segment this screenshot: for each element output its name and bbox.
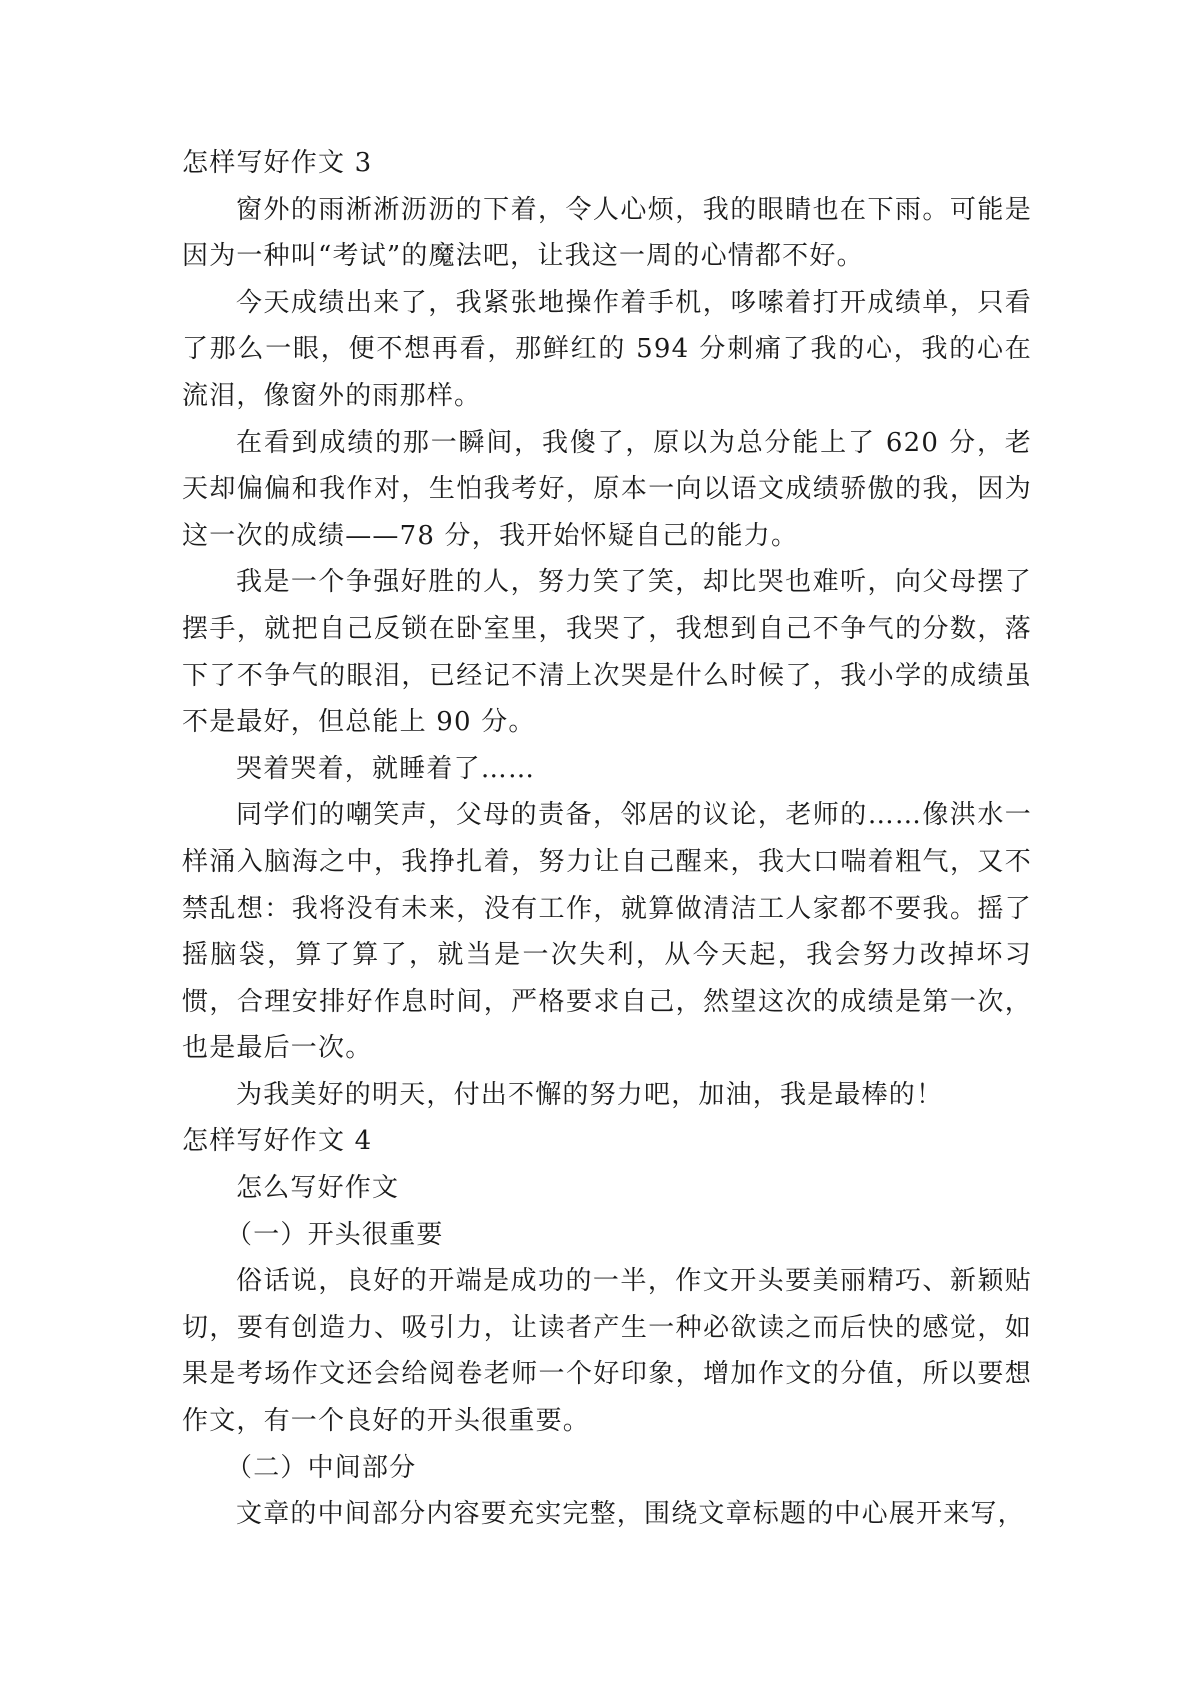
section-3-paragraph-6: 同学们的嘲笑声，父母的责备，邻居的议论，老师的……像洪水一样涌入脑海之中，我挣扎着，努力让自己醒来，我大口喘着粗气，又不禁乱想：我将没有未来，没有工作，就算做清洁工人家都不要我。摇了摇脑袋，算了算了，就当是一次失利，从今天起，我会努力改掉坏习惯，合理安排好作息时间，严格要求自己，然望这次的成绩是第一次，也是最后一次。 [182, 800, 1032, 1064]
section-3-paragraph-5: 哭着哭着，就睡着了…… [236, 753, 536, 784]
section-3-paragraph-4: 我是一个争强好胜的人，努力笑了笑，却比哭也难听，向父母摆了摆手，就把自己反锁在卧室里，我哭了，我想到自己不争气的分数，落下了不争气的眼泪，已经记不清上次哭是什么时候了，我小学的成绩虽不是最好，但总能上 90 分。 [182, 567, 1032, 738]
section-3-paragraph-3: 在看到成绩的那一瞬间，我傻了，原以为总分能上了 620 分，老天却偏偏和我作对，生怕我考好，原本一向以语文成绩骄傲的我，因为这一次的成绩——78 分，我开始怀疑自己的能力。 [182, 427, 1032, 551]
section-3-paragraph-7: 为我美好的明天，付出不懈的努力吧，加油，我是最棒的！ [236, 1079, 944, 1110]
document-body [182, 140, 1032, 1538]
section-4-title: 怎样写好作文 4 [182, 1126, 373, 1157]
section-4-part-1-heading: （一）开头很重要 [226, 1219, 444, 1250]
section-4-part-2-heading: （二）中间部分 [226, 1452, 417, 1483]
section-3-paragraph-1: 窗外的雨淅淅沥沥的下着，令人心烦，我的眼睛也在下雨。可能是因为一种叫“考试”的魔法吧，让我这一周的心情都不好。 [182, 194, 1032, 272]
section-3-title: 怎样写好作文 3 [182, 148, 373, 178]
section-4-part-2-text: 文章的中间部分内容要充实完整，围绕文章标题的中心展开来写， [236, 1499, 1025, 1530]
section-3-paragraph-2: 今天成绩出来了，我紧张地操作着手机，哆嗦着打开成绩单，只看了那么一眼，便不想再看，那鲜红的 594 分刺痛了我的心，我的心在流泪，像窗外的雨那样。 [182, 287, 1032, 411]
section-4-part-1-text: 俗话说，良好的开端是成功的一半，作文开头要美丽精巧、新颖贴切，要有创造力、吸引力，让读者产生一种必欲读之而后快的感觉，如果是考场作文还会给阅卷老师一个好印象，增加作文的分值，所以要想作文，有一个良好的开头很重要。 [182, 1266, 1032, 1437]
section-4-subtitle: 怎么写好作文 [236, 1173, 400, 1204]
